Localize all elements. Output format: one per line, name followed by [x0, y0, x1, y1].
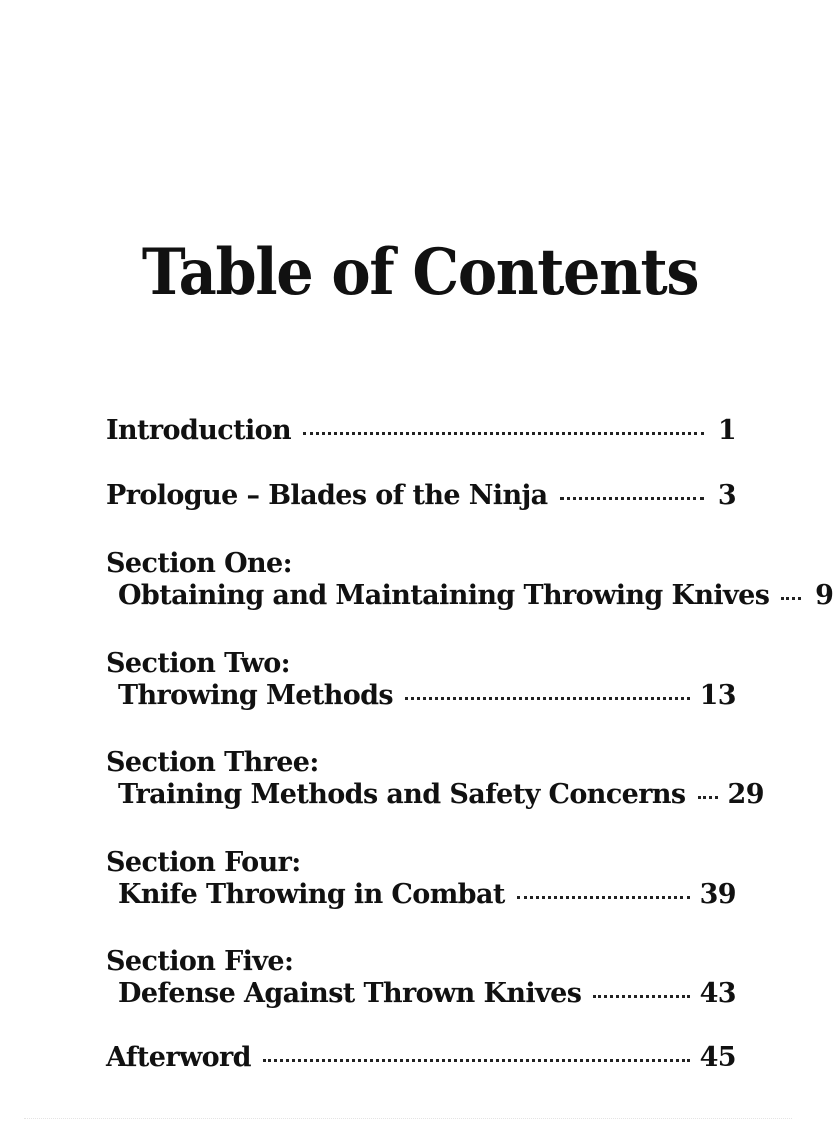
toc-entry-section-one [106, 548, 833, 612]
toc-entry-title: Defense Against Thrown Knives [118, 978, 582, 1009]
toc-page-number: 3 [717, 480, 736, 511]
toc-entry-title: Prologue – Blades of the Ninja [106, 480, 548, 511]
toc-entry-section-five [106, 946, 736, 1010]
dot-leader [517, 894, 690, 899]
toc-entry-afterword [106, 1042, 736, 1074]
toc-page-number: 29 [727, 779, 764, 810]
toc-entry-introduction [106, 415, 736, 447]
toc-section-label: Section Three: [106, 747, 319, 778]
toc-section-label: Section One: [106, 548, 292, 579]
toc-entry-title: Afterword [106, 1042, 251, 1073]
dot-leader [303, 430, 704, 435]
toc-page-number: 45 [699, 1042, 736, 1073]
toc-page-number: 39 [699, 879, 736, 910]
toc-entry-title: Obtaining and Maintaining Throwing Knives [118, 580, 770, 611]
toc-page-number: 13 [699, 680, 736, 711]
toc-section-label: Section Two: [106, 648, 291, 679]
toc-section-label: Section Four: [106, 847, 301, 878]
toc-page-number: 1 [717, 415, 736, 446]
toc-entry-title: Training Methods and Safety Concerns [118, 779, 686, 810]
dot-leader [560, 495, 704, 500]
dot-leader [781, 595, 801, 600]
toc-entry-section-two [106, 648, 736, 712]
dot-leader [263, 1057, 690, 1062]
dot-leader [698, 794, 718, 799]
toc-section-label: Section Five: [106, 946, 294, 977]
toc-entry-title: Introduction [106, 415, 292, 446]
dot-leader [405, 695, 690, 700]
toc-page-number: 43 [699, 978, 736, 1009]
dot-leader [593, 993, 689, 998]
toc-entry-title: Throwing Methods [118, 680, 394, 711]
toc-entry-prologue [106, 480, 736, 512]
toc-entry-title: Knife Throwing in Combat [118, 879, 505, 910]
toc-page-number: 9 [815, 580, 833, 611]
toc-entry-section-three [106, 747, 764, 811]
page-edge-divider [24, 1118, 792, 1119]
page-title: Table of Contents [141, 234, 699, 310]
toc-entry-section-four [106, 847, 736, 911]
